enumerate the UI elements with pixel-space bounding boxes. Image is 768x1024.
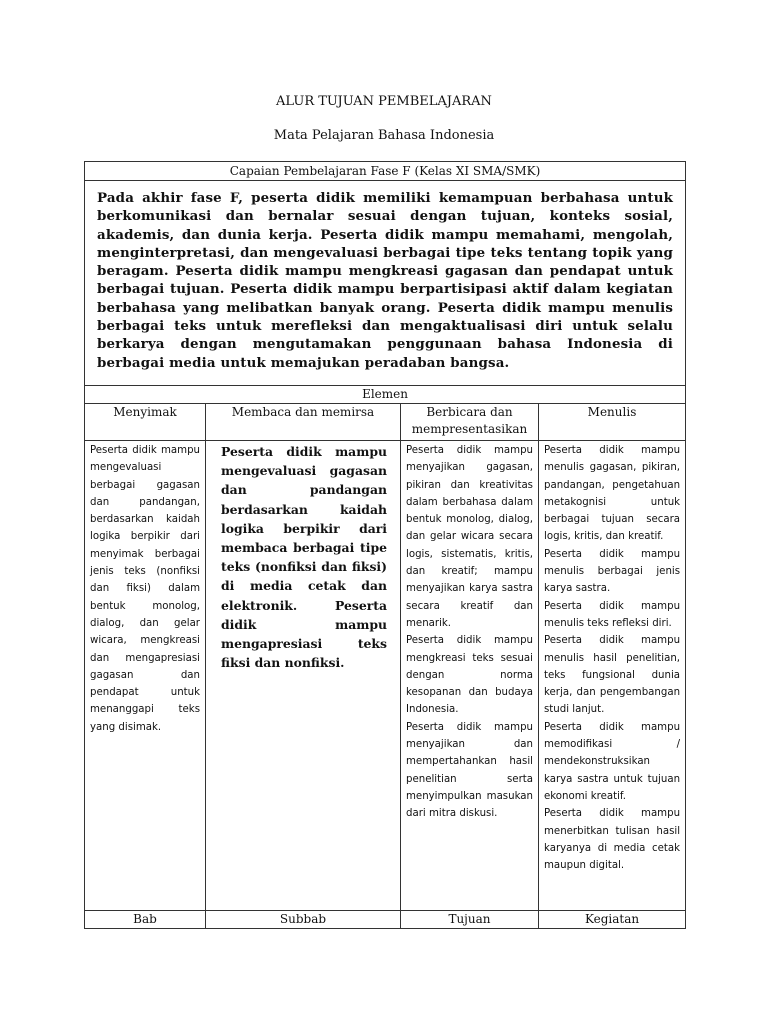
- berbicara-paragraph: Peserta didik mampu menyajikan gagasan, pikiran dan kreativitas dalam berbahasa dalam bentuk monolog, dialog, dan gelar wicara secara logis, sistematis, kritis, dan kreatif; mampu menyajikan karya sastra secara kreatif dan menarik.: [406, 445, 533, 629]
- berbicara-paragraph: Peserta didik mampu menyajikan dan mempertahankan hasil penelitian serta menyimpulkan masukan dari mitra diskusi.: [406, 721, 533, 820]
- membaca-cell: Peserta didik mampu mengevaluasi gagasan dan pandangan berdasarkan kaidah logika berpikir dari membaca berbagai tipe teks (nonfiksi dan fiksi) di media cetak dan elektronik. Peserta didik mampu mengapresiasi teks fiksi dan nonfiksi.: [206, 441, 401, 911]
- learning-table: [84, 161, 686, 929]
- menulis-cell: [539, 441, 686, 911]
- capaian-header: Capaian Pembelajaran Fase F (Kelas XI SMA/SMK): [85, 162, 686, 181]
- column-header-menyimak: Menyimak: [85, 404, 206, 441]
- footer-bab: Bab: [85, 911, 206, 929]
- elemen-header: Elemen: [85, 386, 686, 404]
- footer-subbab: Subbab: [206, 911, 401, 929]
- footer-tujuan: Tujuan: [401, 911, 539, 929]
- document-title: ALUR TUJUAN PEMBELAJARAN: [276, 94, 492, 109]
- menulis-paragraph: Peserta didik mampu memodifikasi / mendekonstruksikan karya sastra untuk tujuan ekonomi kreatif.: [544, 721, 681, 802]
- footer-kegiatan: Kegiatan: [539, 911, 686, 929]
- berbicara-paragraph: Peserta didik mampu mengkreasi teks sesuai dengan norma kesopanan dan budaya Indonesia.: [406, 635, 533, 716]
- capaian-text: Pada akhir fase F, peserta didik memiliki kemampuan berbahasa untuk berkomunikasi dan bernalar sesuai dengan tujuan, konteks sosial, akademis, dan dunia kerja. Peserta didik mampu memahami, mengolah, menginterpretasi, dan mengevaluasi berbagai tipe teks tentang topik yang beragam. Peserta didik mampu mengkreasi gagasan dan pendapat untuk berbagai tujuan. Peserta didik mampu berpartisipasi aktif dalam kegiatan berbahasa yang melibatkan banyak orang. Peserta didik mampu menulis berbagai teks untuk merefleksi dan mengaktualisasi diri untuk selalu berkarya dengan mengutamakan penggunaan bahasa Indonesia di berbagai media untuk memajukan peradaban bangsa.: [85, 181, 686, 386]
- menulis-paragraph: Peserta didik mampu menulis hasil penelitian, teks fungsional dunia kerja, dan pengembangan studi lanjut.: [544, 635, 681, 716]
- menulis-paragraph: Peserta didik mampu menulis berbagai jenis karya sastra.: [544, 548, 681, 595]
- menulis-paragraph: Peserta didik mampu menulis gagasan, pikiran, pandangan, pengetahuan metakognisi untuk berbagai tujuan secara logis, kritis, dan kreatif.: [544, 445, 681, 543]
- column-header-berbicara: Berbicara dan mempresentasikan: [401, 404, 539, 441]
- berbicara-cell: [401, 441, 539, 911]
- menyimak-cell: Peserta didik mampu mengevaluasi berbagai gagasan dan pandangan, berdasarkan kaidah logika berpikir dari menyimak berbagai jenis teks (nonfiksi dan fiksi) dalam bentuk monolog, dialog, dan gelar wicara, mengkreasi dan mengapresiasi gagasan dan pendapat untuk menanggapi teks yang disimak.: [85, 441, 206, 911]
- document-subtitle: Mata Pelajaran Bahasa Indonesia: [273, 128, 495, 143]
- column-header-membaca: Membaca dan memirsa: [206, 404, 401, 441]
- menulis-paragraph: Peserta didik mampu menerbitkan tulisan hasil karyanya di media cetak maupun digital.: [544, 808, 681, 872]
- menulis-paragraph: Peserta didik mampu menulis teks refleksi diri.: [544, 600, 681, 629]
- column-header-menulis: Menulis: [539, 404, 686, 441]
